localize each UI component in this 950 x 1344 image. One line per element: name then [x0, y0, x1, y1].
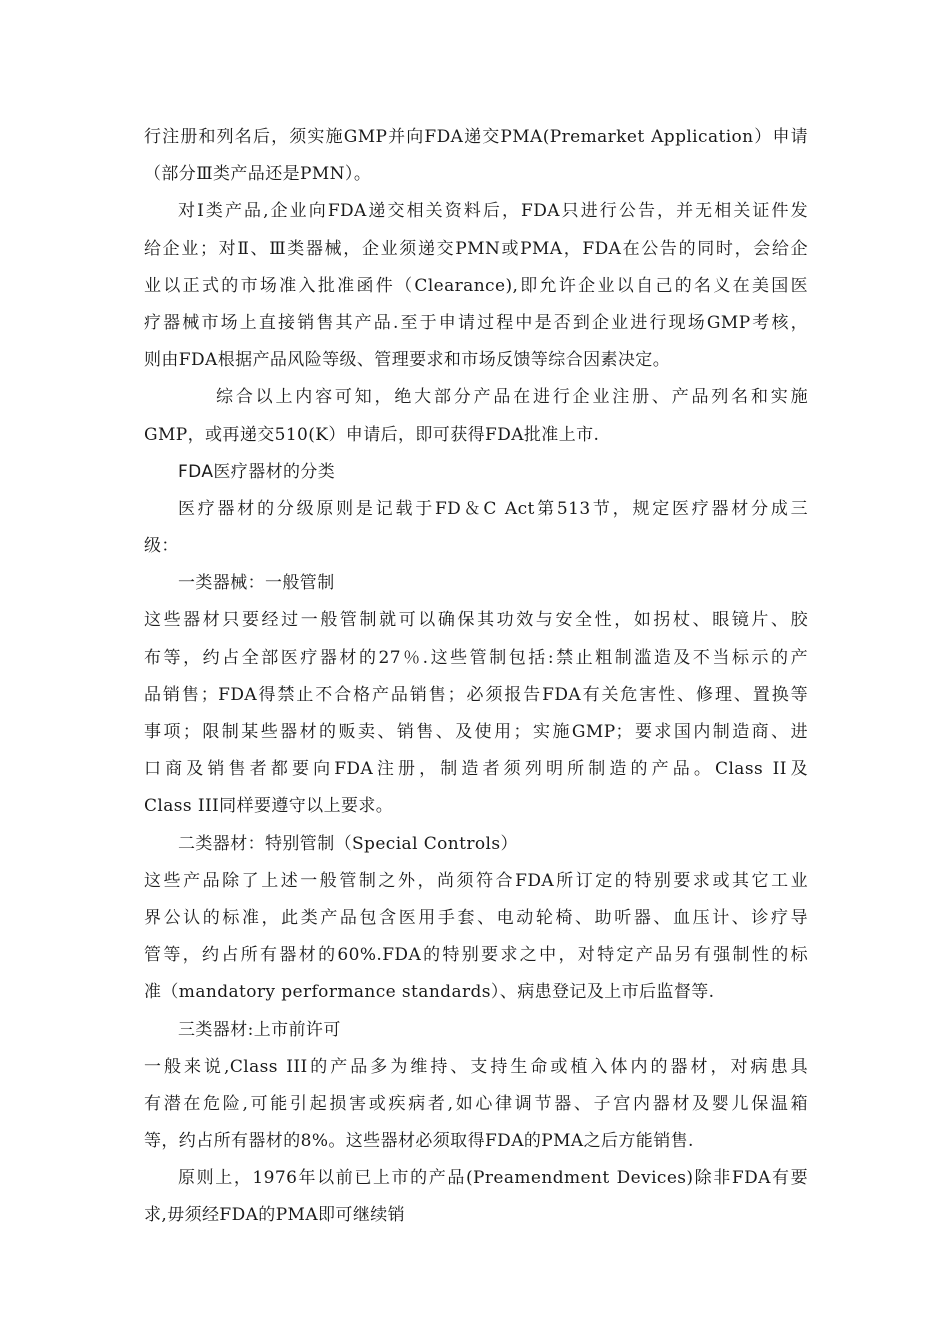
text-line: 求,毋须经FDA的PMA即可继续销 — [144, 1205, 406, 1226]
text-line: 事项；限制某些器材的贩卖、销售、及使用；实施GMP；要求国内制造商、进 — [144, 722, 808, 742]
text-line: 则由FDA根据产品风险等级、管理要求和市场反馈等综合因素决定。 — [144, 350, 671, 371]
text-line: （部分Ⅲ类产品还是PMN）。 — [144, 164, 372, 185]
text-line: 业以正式的市场准入批准函件（Clearance),即允许企业以自己的名义在美国医 — [144, 275, 808, 296]
text-line: 一类器械：一般管制 — [178, 573, 335, 594]
text-line: 给企业；对Ⅱ、Ⅲ类器械，企业须递交PMN或PMA，FDA在公告的同时，会给企 — [144, 238, 808, 259]
text-line: 准（mandatory performance standards）、病患登记及上市后监督等. — [144, 982, 715, 1003]
text-line: FDA医疗器材的分类 — [178, 461, 336, 482]
text-line: 界公认的标准，此类产品包含医用手套、电动轮椅、助听器、血压计、诊疗导 — [144, 907, 808, 928]
text-line: 这些器材只要经过一般管制就可以确保其功效与安全性，如拐杖、眼镜片、胶 — [144, 610, 808, 631]
text-line: 有潜在危险,可能引起损害或疾病者,如心律调节器、子宫内器材及婴儿保温箱 — [144, 1093, 808, 1114]
text-line: 级： — [144, 536, 179, 557]
document-body — [144, 119, 808, 1235]
text-line: 品销售；FDA得禁止不合格产品销售；必须报告FDA有关危害性、修理、置换等 — [144, 684, 808, 705]
text-line: 三类器材:上市前许可 — [178, 1019, 341, 1040]
text-line: 原则上，1976年以前已上市的产品(Preamendment Devices)除非FDA有要 — [178, 1168, 808, 1189]
text-line: GMP，或再递交510(K）申请后，即可获得FDA批准上市. — [144, 424, 600, 445]
text-line: 疗器械市场上直接销售其产品.至于申请过程中是否到企业进行现场GMP考核， — [144, 312, 808, 333]
text-line: 这些产品除了上述一般管制之外，尚须符合FDA所订定的特别要求或其它工业 — [144, 870, 808, 891]
text-line: 行注册和列名后，须实施GMP并向FDA递交PMA(Premarket Application）申请 — [144, 127, 808, 147]
text-line: 二类器材：特别管制（Special Controls） — [178, 833, 518, 854]
text-line: 综合以上内容可知，绝大部分产品在进行企业注册、产品列名和实施 — [216, 387, 808, 408]
text-line: Class III同样要遵守以上要求。 — [144, 796, 394, 817]
text-line: 布等，约占全部医疗器材的27％.这些管制包括:禁止粗制滥造及不当标示的产 — [144, 647, 808, 668]
text-line: 对Ⅰ类产品,企业向FDA递交相关资料后，FDA只进行公告，并无相关证件发 — [178, 201, 808, 222]
text-line: 口商及销售者都要向FDA注册，制造者须列明所制造的产品。Class II及 — [144, 759, 808, 780]
text-line: 一般来说,Class III的产品多为维持、支持生命或植入体内的器材，对病患具 — [144, 1056, 808, 1077]
text-line: 等，约占所有器材的8%。这些器材必须取得FDA的PMA之后方能销售. — [144, 1131, 694, 1152]
text-line: 管等，约占所有器材的60%.FDA的特别要求之中，对特定产品另有强制性的标 — [144, 945, 808, 966]
text-line: 医疗器材的分级原则是记载于FD＆C Act第513节，规定医疗器材分成三 — [178, 498, 808, 519]
